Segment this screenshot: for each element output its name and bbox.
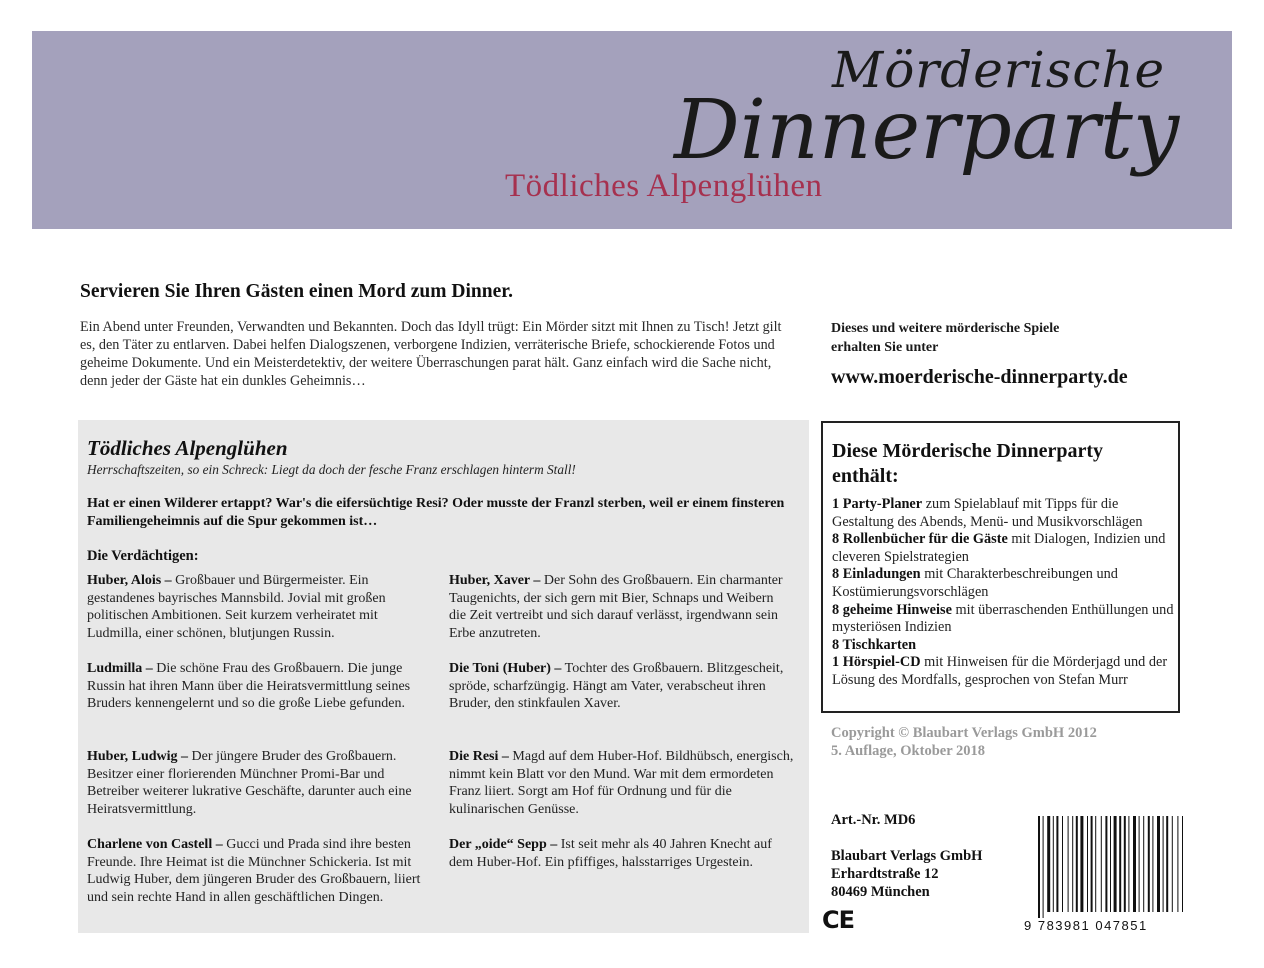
item-description: zum Spielablauf mit Tipps für die Gestaltung des Abends, Menü- und Musikvorschlägen [832, 496, 1143, 530]
barcode-bar [1068, 816, 1069, 912]
item-count: 8 Einladungen [832, 566, 921, 583]
list-item [832, 637, 1177, 655]
publisher-name: Blaubart Verlags GmbH [831, 848, 983, 864]
barcode-bar [1148, 816, 1150, 912]
box-contents-title: Diese Mörderische Dinnerparty enthält: [832, 440, 1104, 487]
suspect-entry [87, 836, 432, 906]
suspect-name: Die Resi – [449, 749, 509, 764]
suspect-entry [449, 748, 794, 818]
barcode-bar [1177, 816, 1178, 912]
intro-text: Ein Abend unter Freunden, Verwandten und Bekannten. Doch das Idyll trügt: Ein Mörder sitzt mit Ihnen zu Tisch! Jetzt gilt es, den Täter zu entlarven. Dabei helfen Dialogszenen, verborgene Indizien, verräterische Briefe, schockierende Fotos und geheime Dokumente. Und ein Meisterdetektiv, der weitere Überraschungen parat hält. Ganz einfach wird die Sache nicht, denn jeder der Gäste hat ein dunkles Geheimnis… [80, 319, 782, 389]
item-description: mit überraschenden Enthüllungen und mysteriösen Indizien [832, 601, 1174, 636]
story-title: Tödliches Alpenglühen [87, 436, 288, 460]
suspect-entry [449, 836, 794, 871]
ce-mark-icon: CE [822, 906, 855, 934]
barcode-bar [1053, 816, 1054, 912]
barcode-bar [1124, 816, 1126, 912]
copyright-notice [831, 724, 1097, 760]
suspect-description: Magd auf dem Huber-Hof. Bildhübsch, energisch, nimmt kein Blatt vor den Mund. War mit dem ermordeten Franz liiert. Sorgt am Hof für Ordnung und für die kulinarischen Genüsse. [449, 749, 794, 817]
barcode-bar [1056, 816, 1058, 912]
barcode-bar [1119, 816, 1121, 912]
shop-url-link[interactable]: www.moerderische-dinnerparty.de [831, 366, 1128, 388]
suspect-description: Tochter des Großbauern. Blitzgescheit, spröde, scharfzüngig. Hängt am Vater, verabscheut ihren Bruder, den stinkfaulen Xaver. [449, 661, 784, 712]
suspect-name: Charlene von Castell – [87, 837, 223, 852]
suspect-description: Ist seit mehr als 40 Jahren Knecht auf dem Huber-Hof. Ein pfiffiges, halsstarriges Urgestein. [449, 837, 772, 870]
barcode-bar [1110, 816, 1111, 912]
barcode-bar [1157, 816, 1160, 912]
barcode-bar [1087, 816, 1088, 912]
barcode-bar [1038, 816, 1040, 918]
barcode-bar [1062, 816, 1063, 912]
story-tagline: Herrschaftszeiten, so ein Schreck: Liegt da doch der fesche Franz erschlagen hinterm Stall! [87, 462, 576, 477]
barcode-bar [1114, 816, 1117, 912]
barcode-bar [1105, 816, 1107, 912]
barcode-bar [1163, 816, 1164, 912]
barcode-bar [1143, 816, 1144, 912]
barcode-bar [1152, 816, 1153, 912]
story-question: Hat er einen Wilderer ertappt? War's die eifersüchtige Resi? Oder musste der Franzl sterben, weil er einem finsteren Familiengeheimnis auf die Spur gekommen ist… [87, 496, 785, 529]
logo-wordmark-line2: Dinnerparty [674, 83, 1180, 178]
barcode-bar [1101, 816, 1102, 912]
barcode-bar [1172, 816, 1173, 912]
shop-note-line1: Dieses und weitere mörderische Spiele [831, 321, 1060, 336]
suspect-description: Gucci und Prada sind ihre besten Freunde. Ihre Heimat ist die Münchner Schickeria. Ist mit Ludwig Huber, dem jüngeren Bruder des Großbauern, liiert und sein rechte Hand in allen geschäftlichen Dingen. [87, 837, 421, 905]
item-count: 1 Hörspiel-CD [832, 654, 921, 671]
suspect-description: Großbauer und Bürgermeister. Ein gestandenes bayrisches Mannsbild. Jovial mit großen politischen Ambitionen. Seit kurzem verheiratet mit Ludmilla, einer schönen, blutjungen Russin. [87, 573, 386, 641]
shop-note [831, 319, 1131, 357]
item-description: mit Dialogen, Indizien und cleveren Spielstrategien [832, 531, 1166, 565]
list-item [832, 654, 1177, 689]
suspect-name: Ludmilla – [87, 661, 153, 676]
suspect-name: Die Toni (Huber) – [449, 661, 562, 676]
suspect-description: Der jüngere Bruder des Großbauern. Besitzer einer florierenden Münchner Promi-Bar und Betreiber weiterer lukrative Geschäfte, darunter auch eine Heiratsvermittlung. [87, 749, 412, 817]
suspect-entry [449, 572, 794, 642]
suspect-name: Huber, Xaver – [449, 573, 541, 588]
suspect-description: Die schöne Frau des Großbauern. Die junge Russin hat ihren Mann über die Heiratsvermittlung seines Bruders kennengelernt und so die große Liebe gefunden. [87, 661, 411, 712]
suspects-heading: Die Verdächtigen: [87, 548, 199, 564]
barcode-bar [1047, 816, 1050, 912]
suspect-entry [87, 748, 432, 818]
edition-line: 5. Auflage, Oktober 2018 [831, 743, 985, 759]
item-count: 8 geheime Hinweise [832, 601, 952, 618]
list-item [832, 566, 1177, 601]
list-item [832, 496, 1177, 531]
barcode-bar [1091, 816, 1093, 912]
suspect-description: Der Sohn des Großbauern. Ein charmanter Taugenichts, der sich gern mit Bier, Schnaps und Weibern die Zeit vertreibt und sich darauf verlässt, irgendwann sein Erbe anzutreten. [449, 573, 783, 641]
barcode-bar [1043, 816, 1044, 918]
box-contents-list [832, 496, 1177, 690]
item-description: mit Charakterbeschreibungen und Kostümierungsvorschlägen [832, 566, 1118, 600]
item-description: mit Hinweisen für die Mörderjagd und der Lösung des Mordfalls, gesprochen von Stefan Murr [832, 654, 1168, 688]
item-count: 1 Party-Planer [832, 496, 923, 512]
list-item [832, 602, 1177, 637]
suspect-name: Der „oide“ Sepp – [449, 837, 558, 852]
article-number: Art.-Nr. MD6 [831, 812, 916, 828]
title-banner [32, 31, 1232, 229]
item-count: 8 Rollenbücher für die Gäste [832, 531, 1008, 548]
item-count: 8 Tischkarten [832, 636, 917, 653]
suspect-name: Huber, Alois – [87, 573, 172, 588]
barcode-bar [1076, 816, 1078, 912]
barcode-bar [1139, 816, 1140, 912]
barcode-bar [1095, 816, 1096, 912]
suspect-entry [87, 660, 432, 713]
barcode-icon [1036, 816, 1186, 918]
suspect-entry [87, 572, 432, 642]
barcode-bar [1166, 816, 1168, 912]
barcode-bar [1133, 816, 1136, 912]
publisher-street: Erhardtstraße 12 [831, 866, 939, 882]
publisher-address [831, 847, 982, 901]
logo-wordmark-line1: Mörderische [832, 41, 1166, 99]
barcode-bar [1128, 816, 1129, 912]
story-panel [78, 420, 809, 933]
barcode-number: 9 783981 047851 [1024, 918, 1148, 933]
shop-note-line2: erhalten Sie unter [831, 340, 939, 355]
headline: Servieren Sie Ihren Gästen einen Mord zum Dinner. [80, 281, 513, 302]
suspect-entry [449, 660, 794, 713]
barcode-bar [1080, 816, 1083, 912]
suspect-name: Huber, Ludwig – [87, 749, 189, 764]
copyright-line: Copyright © Blaubart Verlags GmbH 2012 [831, 725, 1097, 741]
game-subtitle: Tödliches Alpenglühen [505, 168, 823, 204]
barcode-bar [1072, 816, 1073, 912]
barcode-bar [1182, 816, 1183, 912]
box-contents-panel [821, 421, 1180, 713]
list-item [832, 531, 1177, 566]
publisher-city: 80469 München [831, 884, 930, 900]
